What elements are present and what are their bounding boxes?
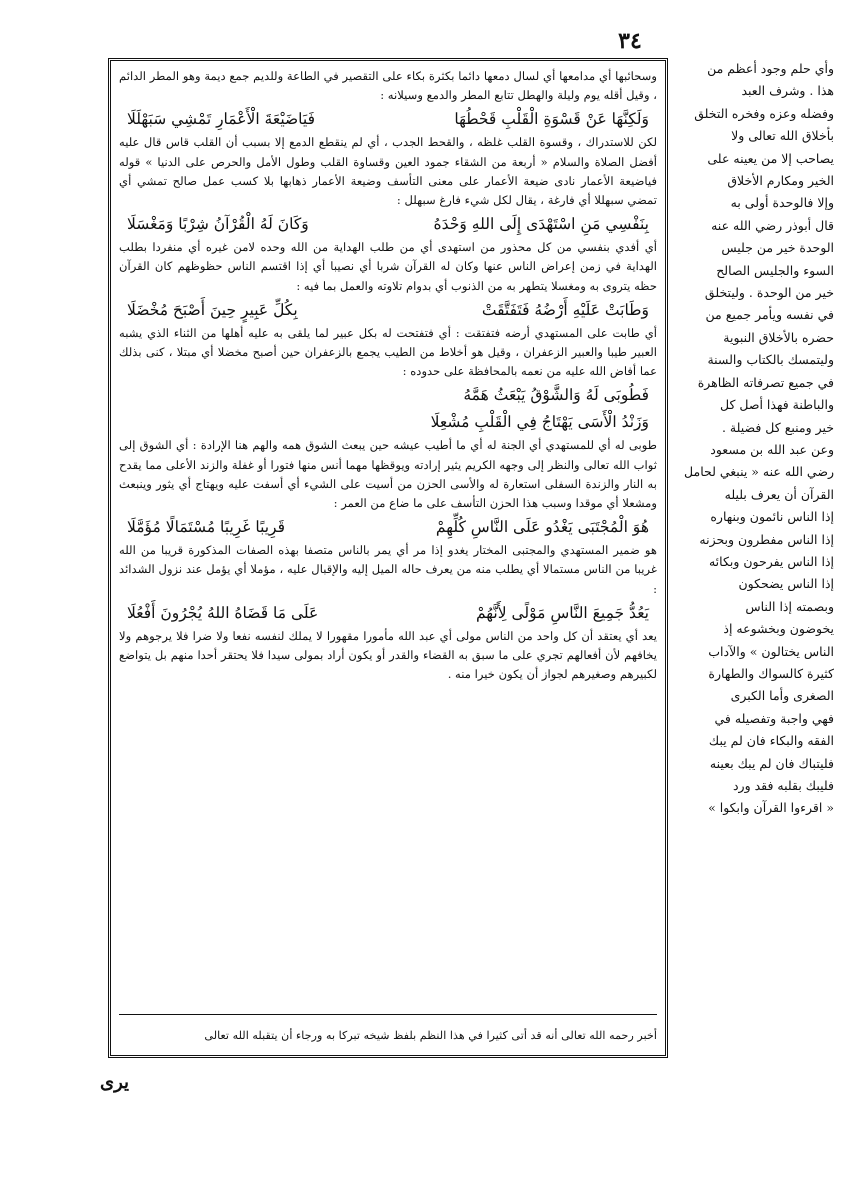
margin-line: والباطنة فهذا أصل كل <box>720 397 834 413</box>
margin-line: خير ومنبع كل فضيلة . <box>721 419 834 435</box>
margin-line: وإلا فالوحدة أولى به <box>730 195 834 211</box>
margin-line: كثيرة كالسواك والطهارة <box>708 665 834 681</box>
verse-second-hemistich: وَكَانَ لَهُ الْقُرْآنُ شِرْبًا وَمَغْسَلَا <box>127 215 309 234</box>
verse-second-hemistich: قَرِيبًا غَرِيبًا مُسْتَمَالًا مُؤَمَّلَا <box>127 518 286 537</box>
verse-first-hemistich: وَطَابَتْ عَلَيْهِ أَرْضُهُ فَتَفَتَّقَتْ <box>481 300 649 319</box>
margin-commentary <box>674 58 834 1068</box>
verse-line <box>119 297 657 323</box>
verse-first-hemistich: بِنَفْسِي مَنِ اسْتَهْدَى إِلَى اللهِ وَحْدَهُ <box>433 215 649 234</box>
footnote-divider <box>119 1014 657 1015</box>
margin-line: رضي الله عنه « ينبغي لحامل <box>684 464 834 480</box>
margin-line: إذا الناس يضحكون <box>738 576 834 592</box>
verse-first-hemistich: هُوَ الْمُجْتَبَى يَغْدُو عَلَى النَّاسِ كُلِّهِمْ <box>435 518 649 537</box>
verse-line <box>119 211 657 237</box>
verse-first-hemistich: وَزَنْدُ الْأَسَى يَهْتَاجُ فِي الْقَلْبِ مُشْعِلَا <box>430 413 649 432</box>
margin-line: حضره بالأخلاق النبوية <box>723 329 834 345</box>
margin-line: خير من الوحدة . وليتخلق <box>704 285 834 301</box>
verse-first-hemistich: وَلَكِنَّهَا عَنْ قَسْوَةِ الْقَلْبِ قَحْطُهَا <box>454 110 649 129</box>
margin-line: الخير ومكارم الأخلاق <box>727 173 834 189</box>
commentary-paragraph: هو ضمير المستهدي والمجتبى المختار يغدو إذا مر أي يمر بالناس متصفا بهذه الصفات المذكورة قريبا من الله غريبا من الناس مستمالا أي يطلب منه من يعرف حاله الميل إليه والإقبال عليه ، مؤملا أي يؤمل عند نزول الشدائد : <box>119 543 657 596</box>
margin-line: إذا الناس مفطرون وبحزنه <box>699 531 834 547</box>
verse-line <box>119 106 657 132</box>
margin-line: وأي حلم وجود أعظم من <box>707 61 834 76</box>
commentary-paragraph: أي طابت على المستهدي أرضه فتفتقت : أي فتفتحت له بكل عبير لما يلقى به عليه أهلها من الثناء الذي يشبه العبير طيبا والعبير الزعفران ، وقيل هو أخلاط من الطيب يجمع بالزعفران حين أصبح مخضلا أي مبتلا ، كنى بذلك عما أفاض الله عليه من نعمه بالمحافظة على حدوده : <box>119 325 657 379</box>
margin-line: في جميع تصرفاته الظاهرة <box>697 374 834 390</box>
commentary-paragraph: أي أفدي بنفسي من كل محذور من استهدى أي من طلب الهداية من الله وحده لامن غيره أي منفردا بطلب الهداية في زمن إعراض الناس عنها وكان له القرآن شربا أي نصيبا أي إذا اقتسم الناس حظوظهم كان القرآن حظه يتروى به ومغسلا يتطهر به من الذنوب أي بدوام تلاوته والعمل بما فيه : <box>119 240 657 293</box>
main-commentary <box>119 67 657 1003</box>
verse-first-hemistich: فَطُوبَى لَهُ وَالشَّوْقُ يَبْعَثُ هَمَّهُ <box>463 386 649 405</box>
main-text-frame <box>108 58 668 1058</box>
margin-line: فليتباك فان لم يبك بعينه <box>709 755 834 771</box>
verse-line <box>119 600 657 626</box>
margin-line: « اقرءوا القرآن وابكوا » <box>708 800 834 816</box>
commentary-paragraph: طوبى له أي للمستهدي أي الجنة له أي ما أطيب عيشه حين يبعث الشوق همه والهم هنا الإرادة : أي الشوق إلى ثواب الله تعالى والنظر إلى وجهه الكريم يثير إرادته ويوقظها مهما أنس منها فتورا أو غفلة والزند الأعلى مما يقدح به النار والزندة السفلى استعارة له والأسى الحزن من أسيت على الشيء أي أسفت عليه ويهتاج أي يثور وينبعث ومشعلا أي موقدا وسبب هذا الحزن التأسف على ما ضاع من العمر : <box>119 438 657 511</box>
verse-first-hemistich: يَعُدُّ جَمِيعَ النَّاسِ مَوْلًى لِأَنَّهُمْ <box>475 603 649 622</box>
margin-line: الوحدة خير من جليس <box>721 240 834 256</box>
margin-line: وفضله وعزه وفخره التخلق <box>694 105 834 121</box>
commentary-paragraph: يعد أي يعتقد أن كل واحد من الناس مولى أي عبد الله مأمورا مقهورا لا يملك لنفسه نفعا ولا ضرا فلا يرجوهم ولا يخافهم لأن أفعالهم تجري على ما سبق به القضاء والقدر أو يكون أراد بمولى سيدا فلا يحتقر أحدا منهم بل يتواضع لكبيرهم وصغيرهم لجواز أن يكون خيرا منه . <box>119 628 657 682</box>
margin-line: القرآن أن يعرف بليله <box>724 486 834 502</box>
margin-line: بأخلاق الله تعالى ولا <box>731 128 834 144</box>
footnote: أخبر رحمه الله تعالى أنه قد أتى كثيرا في هذا النظم بلفظ شيخه تبركا به ورجاء أن يتقبله الله تعالى <box>204 1029 657 1042</box>
margin-line: هذا . وشرف العبد <box>741 83 834 99</box>
margin-line: الناس يختالون » والآداب <box>708 643 834 659</box>
verse-second-hemistich: بِكُلِّ عَبِيرٍ حِينَ أَصْبَحَ مُخْضَلَا <box>127 300 298 319</box>
margin-line: في نفسه ويأمر جميع من <box>705 307 834 323</box>
margin-line: إذا الناس يفرحون وبكائه <box>708 553 834 569</box>
margin-line: السوء والجليس الصالح <box>716 262 834 278</box>
margin-line: الفقه والبكاء فان لم يبك <box>708 733 834 749</box>
verse-line <box>119 382 657 408</box>
margin-line: إذا الناس نائمون وبنهاره <box>710 509 834 525</box>
commentary-paragraph: وسحائبها أي مدامعها أي لسال دمعها دائما بكثرة بكاء على التقصير في الطاعة وللديم جمع ديمة وهو المطر الدائم ، وقيل أقله يوم وليلة والهطل تتابع المطر والدمع وسيلانه : <box>119 69 657 103</box>
margin-line: وبصمته إذا الناس <box>745 598 834 614</box>
margin-line: يخوضون وبخشوعه إذ <box>723 621 834 637</box>
verse-second-hemistich: عَلَى مَا قَضَاهُ اللهُ يُجْرُونَ أَفْعُلَا <box>127 603 319 622</box>
verse-second-hemistich: فَيَاضَيْعَةَ الْأَعْمَارِ تَمْشِي سَبَهْلَلَا <box>127 110 315 129</box>
margin-line: وعن عبد الله بن مسعود <box>710 441 834 457</box>
commentary-paragraph: لكن للاستدراك ، وقسوة القلب غلظه ، والقحط الجدب ، أي لم ينقطع الدمع إلا بسبب أن القلب قاس قال عليه أفضل الصلاة والسلام « أربعة من الشقاء جمود العين وقساوة القلب وطول الأمل والحرص على الدنيا » قوله فياضيعة الأعمار نادى ضيعة الأعمار على معنى التأسف وضيعة الأعمار ذهابها بلا كسب عمل صالح تمشي أي تمضي سبهللا أي فارغة ، يقال لكل شيء فارغ سبهلل : <box>119 135 657 208</box>
verse-line <box>119 514 657 540</box>
verse-line <box>119 409 657 435</box>
margin-line: وليتمسك بالكتاب والسنة <box>707 352 834 368</box>
signature-mark: يرى <box>100 1072 130 1093</box>
margin-line: فليبك بقلبه فقد ورد <box>732 778 834 793</box>
margin-line: يصاحب إلا من يعينه على <box>707 150 834 166</box>
page-number: ٣٤ <box>618 28 642 54</box>
margin-line: فهي واجبة وتفصيله في <box>714 710 834 726</box>
margin-line: قال أبوذر رضي الله عنه <box>711 217 834 233</box>
margin-line: الصغرى وأما الكبرى <box>730 688 834 704</box>
